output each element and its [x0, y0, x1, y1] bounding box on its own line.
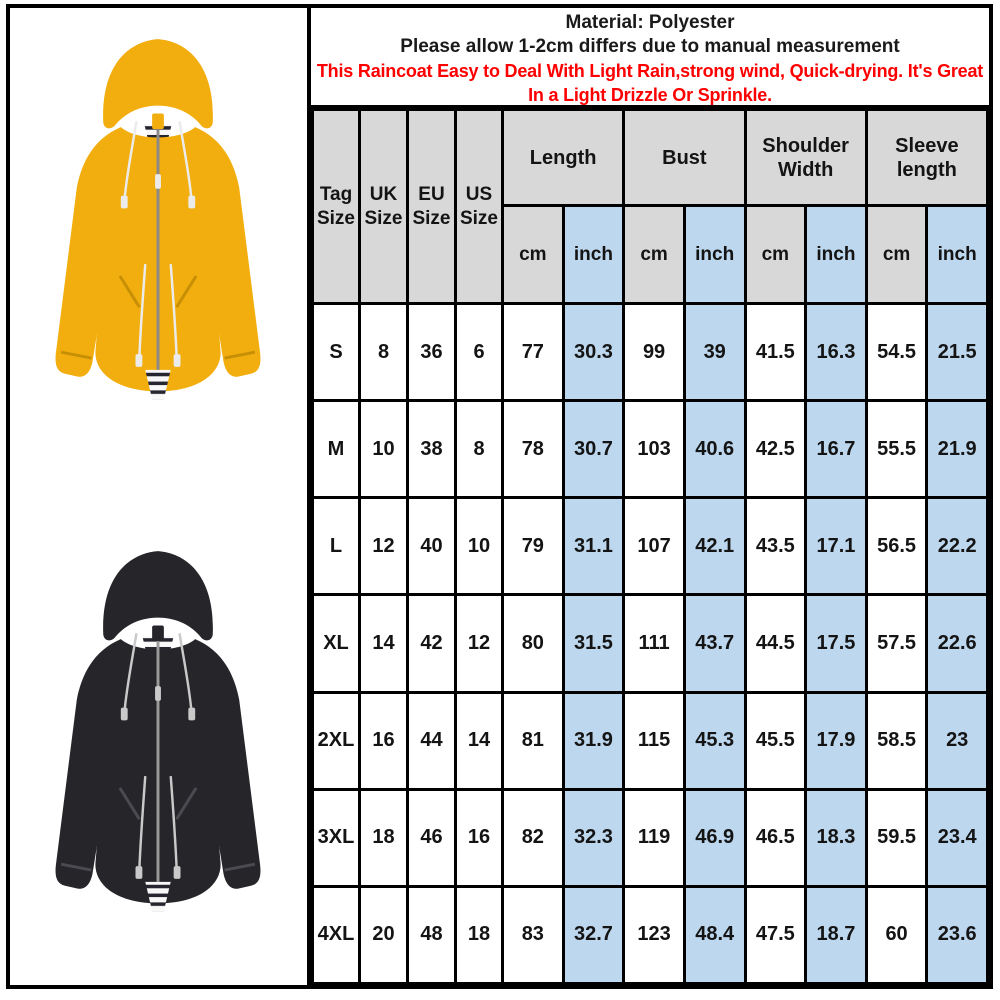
- size-table-body: [313, 304, 988, 984]
- unit-header-sleeve-inch: inch: [927, 206, 988, 304]
- size-cell: 80: [503, 595, 564, 692]
- product-sheet: [6, 4, 993, 989]
- size-cell-tag: L: [313, 498, 360, 595]
- col-header-tag-size: Tag Size: [313, 110, 360, 304]
- unit-header-bust-inch: inch: [684, 206, 745, 304]
- size-cell: 12: [360, 498, 408, 595]
- size-cell: 16: [360, 692, 408, 789]
- size-cell: 82: [503, 789, 564, 886]
- zip-guard: [152, 113, 164, 129]
- unit-header-length-cm: cm: [503, 206, 564, 304]
- unit-header-shoulder-inch: inch: [806, 206, 867, 304]
- size-cell: 115: [624, 692, 685, 789]
- size-cell: 79: [503, 498, 564, 595]
- size-cell: 46.5: [745, 789, 806, 886]
- tolerance-note: Please allow 1-2cm differs due to manual measurement: [400, 36, 900, 57]
- size-cell: 42.1: [684, 498, 745, 595]
- size-cell: 43.7: [684, 595, 745, 692]
- col-header-sleeve-length: Sleeve length: [866, 110, 987, 206]
- size-cell: 17.5: [806, 595, 867, 692]
- size-cell: 32.7: [563, 886, 624, 983]
- size-row-XL: [313, 595, 988, 692]
- size-cell: 123: [624, 886, 685, 983]
- size-cell: 31.5: [563, 595, 624, 692]
- zipper-pull: [155, 686, 161, 701]
- size-cell: 59.5: [866, 789, 927, 886]
- size-cell: 30.7: [563, 401, 624, 498]
- size-cell: 42.5: [745, 401, 806, 498]
- col-header-length: Length: [503, 110, 624, 206]
- size-cell: 8: [360, 304, 408, 401]
- size-cell-tag: S: [313, 304, 360, 401]
- size-cell: 44.5: [745, 595, 806, 692]
- size-cell: 45.5: [745, 692, 806, 789]
- size-cell: 46.9: [684, 789, 745, 886]
- size-cell: 77: [503, 304, 564, 401]
- size-cell: 45.3: [684, 692, 745, 789]
- size-cell: 20: [360, 886, 408, 983]
- size-cell-tag: M: [313, 401, 360, 498]
- size-cell: 39: [684, 304, 745, 401]
- size-cell: 40.6: [684, 401, 745, 498]
- size-row-S: [313, 304, 988, 401]
- size-cell: 8: [456, 401, 503, 498]
- size-cell: 12: [456, 595, 503, 692]
- hem-lining: [145, 370, 170, 399]
- size-cell: 22.2: [927, 498, 988, 595]
- size-table: [311, 108, 989, 985]
- size-cell: 10: [360, 401, 408, 498]
- size-cell: 18: [360, 789, 408, 886]
- size-cell: 31.9: [563, 692, 624, 789]
- size-cell: 58.5: [866, 692, 927, 789]
- unit-header-sleeve-cm: cm: [866, 206, 927, 304]
- zipper-pull: [155, 174, 161, 189]
- warning-note: This Raincoat Easy to Deal With Light Rain,strong wind, Quick-drying. It's Great In a Light Drizzle Or Sprinkle.: [316, 61, 984, 105]
- size-cell: 16: [456, 789, 503, 886]
- size-cell: 111: [624, 595, 685, 692]
- size-cell: 18: [456, 886, 503, 983]
- size-cell: 56.5: [866, 498, 927, 595]
- size-cell: 38: [408, 401, 456, 498]
- size-cell: 60: [866, 886, 927, 983]
- size-cell: 57.5: [866, 595, 927, 692]
- black-raincoat-photo: [21, 536, 295, 938]
- unit-header-length-inch: inch: [563, 206, 624, 304]
- size-cell: 32.3: [563, 789, 624, 886]
- size-row-4XL: [313, 886, 988, 983]
- size-cell: 10: [456, 498, 503, 595]
- size-row-2XL: [313, 692, 988, 789]
- size-cell: 42: [408, 595, 456, 692]
- size-cell: 31.1: [563, 498, 624, 595]
- col-header-eu-size: EU Size: [408, 110, 456, 304]
- col-header-uk-size: UK Size: [360, 110, 408, 304]
- size-row-M: [313, 401, 988, 498]
- size-cell: 55.5: [866, 401, 927, 498]
- size-cell-tag: 2XL: [313, 692, 360, 789]
- size-cell: 40: [408, 498, 456, 595]
- unit-header-bust-cm: cm: [624, 206, 685, 304]
- size-row-3XL: [313, 789, 988, 886]
- size-cell: 107: [624, 498, 685, 595]
- size-cell: 43.5: [745, 498, 806, 595]
- size-info-pane: [311, 8, 989, 985]
- size-cell: 14: [456, 692, 503, 789]
- group-header-row: [313, 110, 988, 206]
- size-cell: 16.3: [806, 304, 867, 401]
- size-cell: 47.5: [745, 886, 806, 983]
- size-cell: 17.1: [806, 498, 867, 595]
- size-cell: 46: [408, 789, 456, 886]
- size-cell: 103: [624, 401, 685, 498]
- size-cell: 22.6: [927, 595, 988, 692]
- size-cell: 16.7: [806, 401, 867, 498]
- size-cell: 36: [408, 304, 456, 401]
- product-notes: [311, 8, 989, 108]
- size-row-L: [313, 498, 988, 595]
- col-header-us-size: US Size: [456, 110, 503, 304]
- unit-header-shoulder-cm: cm: [745, 206, 806, 304]
- size-cell: 30.3: [563, 304, 624, 401]
- size-table-wrap: [311, 108, 989, 985]
- size-cell: 78: [503, 401, 564, 498]
- col-header-bust: Bust: [624, 110, 745, 206]
- size-cell: 21.5: [927, 304, 988, 401]
- col-header-shoulder-width: Shoulder Width: [745, 110, 866, 206]
- size-cell: 23: [927, 692, 988, 789]
- size-cell: 17.9: [806, 692, 867, 789]
- size-cell-tag: 4XL: [313, 886, 360, 983]
- material-note: Material: Polyester: [565, 12, 735, 33]
- size-cell: 44: [408, 692, 456, 789]
- yellow-raincoat-photo: [21, 24, 295, 426]
- hem-lining: [145, 882, 170, 911]
- product-photos-pane: [10, 8, 311, 985]
- size-cell: 119: [624, 789, 685, 886]
- size-cell: 41.5: [745, 304, 806, 401]
- size-cell: 14: [360, 595, 408, 692]
- size-cell: 23.4: [927, 789, 988, 886]
- size-cell: 54.5: [866, 304, 927, 401]
- size-cell: 23.6: [927, 886, 988, 983]
- size-cell: 48: [408, 886, 456, 983]
- size-cell: 99: [624, 304, 685, 401]
- size-cell: 83: [503, 886, 564, 983]
- size-cell: 48.4: [684, 886, 745, 983]
- zip-guard: [152, 625, 164, 641]
- size-cell-tag: XL: [313, 595, 360, 692]
- size-cell: 6: [456, 304, 503, 401]
- size-cell: 18.7: [806, 886, 867, 983]
- size-cell: 21.9: [927, 401, 988, 498]
- size-cell: 81: [503, 692, 564, 789]
- size-cell: 18.3: [806, 789, 867, 886]
- size-cell-tag: 3XL: [313, 789, 360, 886]
